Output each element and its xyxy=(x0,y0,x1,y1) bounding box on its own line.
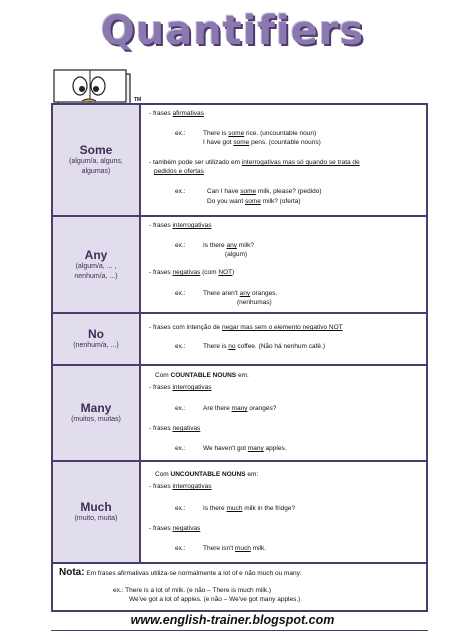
quantifier-translation: (muitos, muitas) xyxy=(71,416,121,423)
row-no xyxy=(53,314,426,366)
page-title: Quantifiers xyxy=(100,8,365,54)
quantifier-name: Many xyxy=(80,401,112,415)
section-heading: Com UNCOUNTABLE NOUNS em: xyxy=(155,471,259,478)
row-some xyxy=(53,105,426,217)
rules-cell-any xyxy=(145,217,426,312)
rule-line: - frases negativas (com NOT) xyxy=(149,269,235,276)
quantifier-translation: (algum/a, ... , xyxy=(75,262,117,270)
row-any xyxy=(53,217,426,314)
label-cell-no xyxy=(53,314,141,364)
note-text: Em frases afirmativas utiliza-se normalmente a lot of e não much ou many: xyxy=(86,570,302,577)
quantifier-name: No xyxy=(88,327,104,341)
rule-line: pedidos e ofertas xyxy=(154,168,204,175)
rules-cell-many xyxy=(145,366,426,460)
site-url: www.english-trainer.blogspot.com xyxy=(130,613,335,627)
label-cell-any xyxy=(53,217,141,312)
example-line: There is some rice. (uncountable noun) xyxy=(203,130,317,137)
example-note: (algum) xyxy=(225,251,248,258)
example-label: ex.: xyxy=(175,130,186,137)
quantifier-translation: (muito, muita) xyxy=(74,515,118,522)
quantifier-translation: (nenhum/a, ...) xyxy=(73,342,119,349)
trademark-mark: TM xyxy=(134,97,142,103)
row-much xyxy=(53,462,426,562)
label-cell-some xyxy=(53,105,141,215)
quantifier-translation: (algum/a, alguns, algumas) xyxy=(69,158,123,175)
rule-line: - também pode ser utilizado em interrogativas mas só quando se trata de xyxy=(149,159,360,166)
rules-cell-much xyxy=(145,462,426,562)
quantifier-name: Any xyxy=(84,247,108,262)
rules-cell-some xyxy=(145,105,426,215)
rules-cell-no xyxy=(145,314,426,364)
example-label: ex.: xyxy=(175,188,186,195)
rule-line: - frases com intenção de negar mas sem o elemento negativo NOT xyxy=(149,324,343,331)
example-line: Can I have some milk, please? (pedido) xyxy=(207,188,322,195)
note-label: Nota: xyxy=(59,567,85,578)
rule-line: - frases negativas xyxy=(149,525,201,532)
example-label: ex.: xyxy=(175,290,186,297)
example-line: There aren't any oranges. xyxy=(203,290,278,297)
note-example: We've got a lot of apples. (e não – We've got many apples.) xyxy=(129,596,301,603)
footer-divider xyxy=(51,630,428,631)
example-line: I have got some pens. (countable nouns) xyxy=(203,139,321,146)
row-many xyxy=(53,366,426,462)
example-line: There is no coffee. (Não há nenhum café.) xyxy=(203,343,326,350)
rule-line: - frases negativas xyxy=(149,425,201,432)
section-heading: Com COUNTABLE NOUNS em: xyxy=(155,372,249,379)
example-label: ex.: xyxy=(175,405,186,412)
rule-line: - frases afirmativas xyxy=(149,110,204,117)
note-example: ex.: There is a lot of milk. (e não – There is much milk.) xyxy=(113,587,271,594)
rule-line: - frases interrogativas xyxy=(149,222,212,229)
example-line: We haven't got many apples. xyxy=(203,445,287,452)
rule-line: - frases interrogativas xyxy=(149,483,212,490)
example-line: Is there any milk? xyxy=(203,242,254,249)
example-line: Do you want some milk? (oferta) xyxy=(207,198,301,205)
note-heading xyxy=(59,568,302,578)
example-note: (nenhumas) xyxy=(237,299,272,306)
example-label: ex.: xyxy=(175,545,186,552)
example-label: ex.: xyxy=(175,445,186,452)
quantifiers-table xyxy=(51,103,428,564)
label-cell-much xyxy=(53,462,141,562)
example-label: ex.: xyxy=(175,505,186,512)
example-label: ex.: xyxy=(175,242,186,249)
rule-line: - frases interrogativas xyxy=(149,384,212,391)
example-line: Are there many oranges? xyxy=(203,405,277,412)
example-line: Is there much milk in the fridge? xyxy=(203,505,296,512)
example-line: There isn't much milk. xyxy=(203,545,267,552)
label-cell-many xyxy=(53,366,141,460)
quantifier-name: Much xyxy=(80,500,112,514)
quantifier-translation: nenhum/a, ...) xyxy=(74,272,118,280)
example-label: ex.: xyxy=(175,343,186,350)
note-box xyxy=(51,564,428,612)
quantifier-name: Some xyxy=(79,143,113,157)
